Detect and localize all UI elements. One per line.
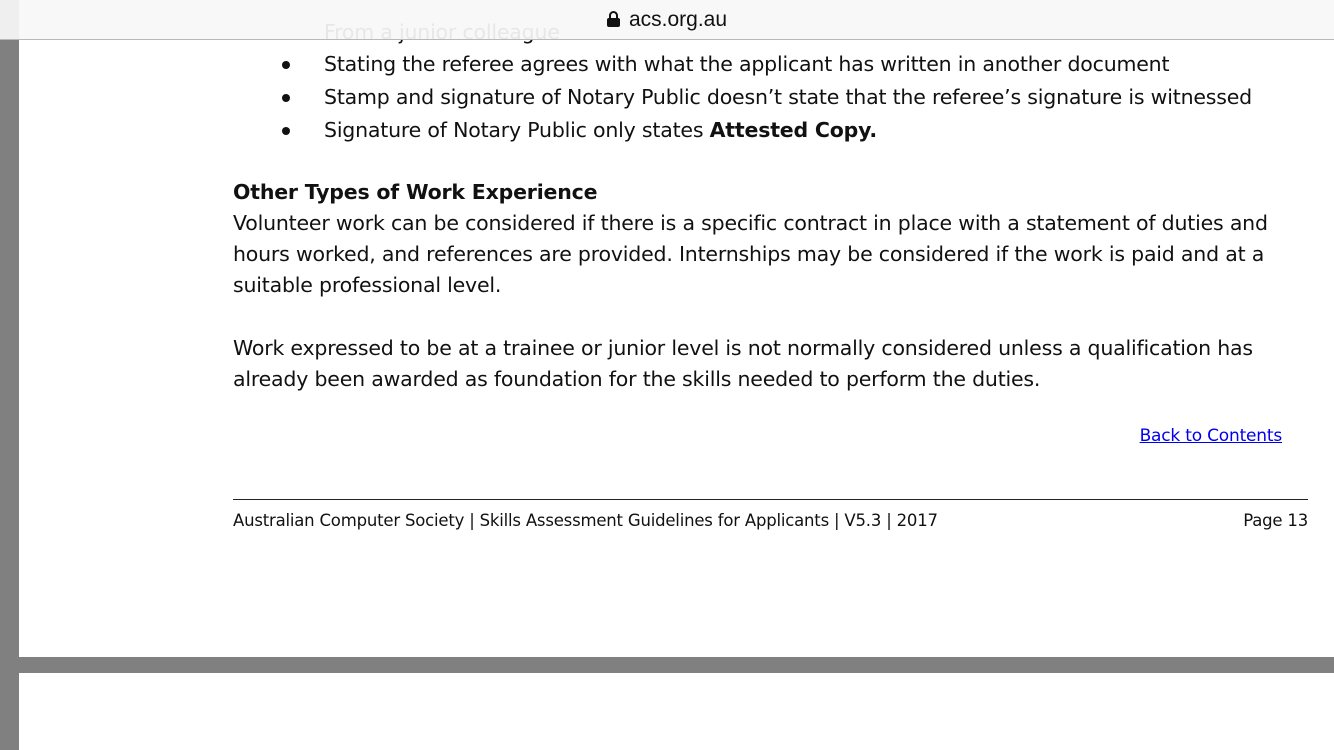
bullet-icon bbox=[282, 61, 290, 69]
bullet-item-text: Signature of Notary Public only states bbox=[324, 118, 710, 142]
pdf-page bbox=[19, 0, 1334, 657]
browser-address-bar[interactable] bbox=[0, 0, 1334, 40]
bullet-item: Stating the referee agrees with what the applicant has written in another document bbox=[324, 52, 1170, 76]
paragraph-line: suitable professional level. bbox=[233, 273, 502, 297]
footer-divider bbox=[233, 499, 1308, 500]
paragraph-line: already been awarded as foundation for the skills needed to perform the duties. bbox=[233, 367, 1041, 391]
back-to-contents-link[interactable]: Back to Contents bbox=[1139, 426, 1282, 446]
lock-icon bbox=[607, 11, 620, 27]
footer-title: Australian Computer Society | Skills Assessment Guidelines for Applicants | V5.3 | 2017 bbox=[233, 511, 938, 530]
bullet-item bbox=[324, 117, 877, 143]
bullet-icon bbox=[282, 127, 290, 135]
paragraph-line: hours worked, and references are provided. Internships may be considered if the work is paid and at a bbox=[233, 242, 1265, 266]
bullet-item: Stamp and signature of Notary Public doesn’t state that the referee’s signature is witnessed bbox=[324, 85, 1252, 109]
bullet-item-bold-text: Attested Copy. bbox=[709, 118, 877, 142]
page-number: Page 13 bbox=[1243, 511, 1308, 530]
paragraph-line: Work expressed to be at a trainee or junior level is not normally considered unless a qualification has bbox=[233, 336, 1253, 360]
next-pdf-page bbox=[19, 673, 1334, 750]
paragraph-line: Volunteer work can be considered if there is a specific contract in place with a statement of duties and bbox=[233, 211, 1268, 235]
section-heading: Other Types of Work Experience bbox=[233, 180, 598, 204]
url-text: acs.org.au bbox=[628, 8, 728, 31]
bullet-icon bbox=[282, 94, 290, 102]
url-display[interactable] bbox=[0, 7, 1334, 33]
